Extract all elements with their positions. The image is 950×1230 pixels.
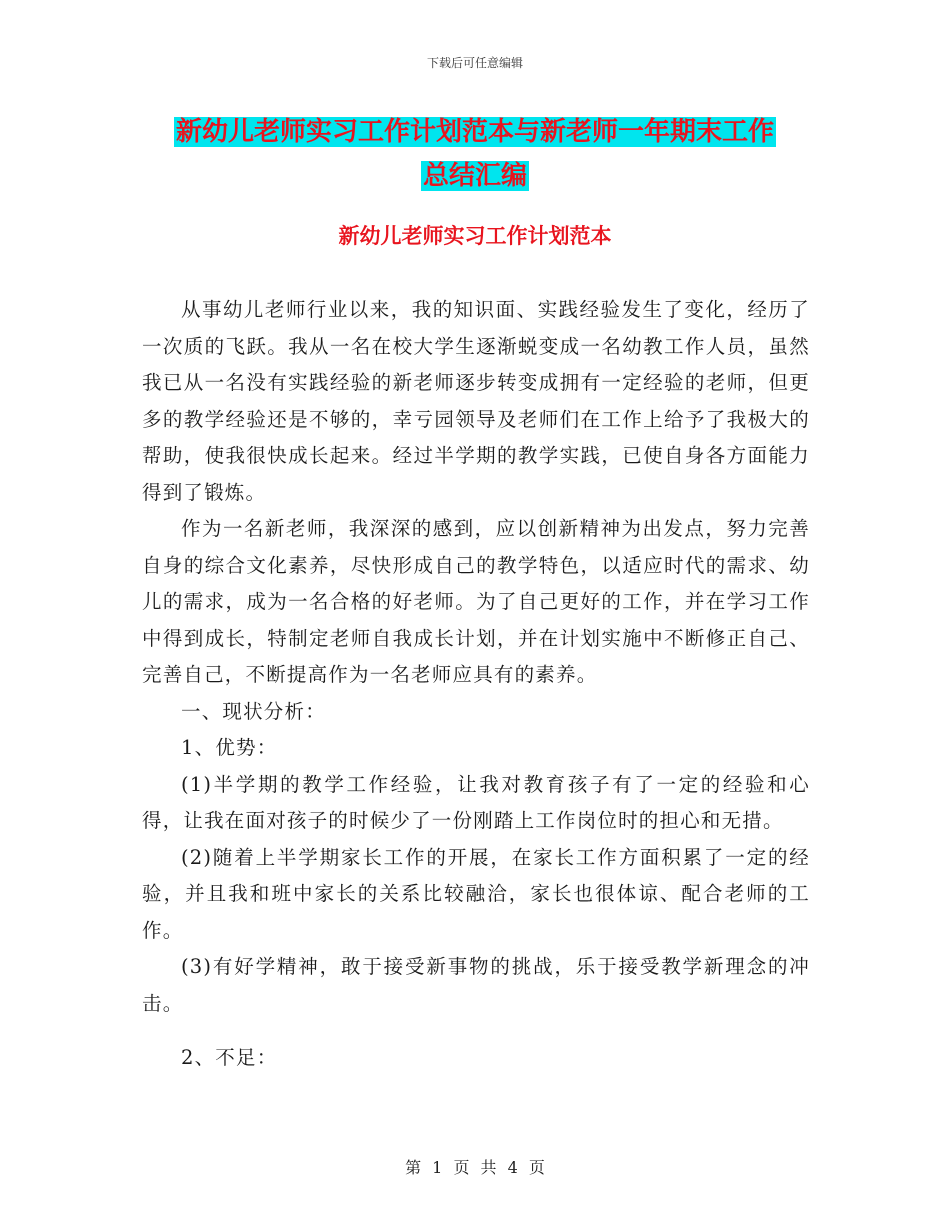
paragraph: 作为一名新老师，我深深的感到，应以创新精神为出发点，努力完善自身的综合文化素养，尽快形成自己的教学特色，以适应时代的需求、幼儿的需求，成为一名合格的好老师。为了自己更好的工作，并在学习工作中得到成长，特制定老师自我成长计划，并在计划实施中不断修正自己、完善自己，不断提高作为一名老师应具有的素养。: [142, 517, 810, 686]
document-body: [142, 292, 810, 1077]
paragraph: 从事幼儿老师行业以来，我的知识面、实践经验发生了变化，经历了一次质的飞跃。我从一名在校大学生逐渐蜕变成一名幼教工作人员，虽然我已从一名没有实践经验的新老师逐步转变成拥有一定经验的老师，但更多的教学经验还是不够的，幸亏园领导及老师们在工作上给予了我极大的帮助，使我很快成长起来。经过半学期的教学实践，已使自身各方面能力得到了锻炼。: [142, 298, 810, 504]
header-note: 下载后可任意编辑: [426, 56, 523, 70]
paragraph: (2)随着上半学期家长工作的开展，在家长工作方面积累了一定的经验，并且我和班中家长的关系比较融洽，家长也很体谅、配合老师的工作。: [142, 845, 810, 942]
document-title-line-2: 总结汇编: [422, 161, 527, 191]
paragraph: 2、不足：: [181, 1046, 278, 1069]
page-footer: 第 1 页 共 4 页: [405, 1158, 545, 1177]
document-title: [140, 110, 810, 198]
paragraph: (3)有好学精神，敢于接受新事物的挑战，乐于接受教学新理念的冲击。: [142, 955, 810, 1015]
document-title-line-1: 新幼儿老师实习工作计划范本与新老师一年期末工作: [175, 117, 774, 147]
section-title: 新幼儿老师实习工作计划范本: [338, 223, 612, 248]
paragraph: 1、优势：: [181, 736, 278, 759]
paragraph: 一、现状分析：: [181, 699, 326, 723]
paragraph: (1)半学期的教学工作经验，让我对教育孩子有了一定的经验和心得，让我在面对孩子的时候少了一份刚踏上工作岗位时的担心和无措。: [142, 772, 810, 832]
